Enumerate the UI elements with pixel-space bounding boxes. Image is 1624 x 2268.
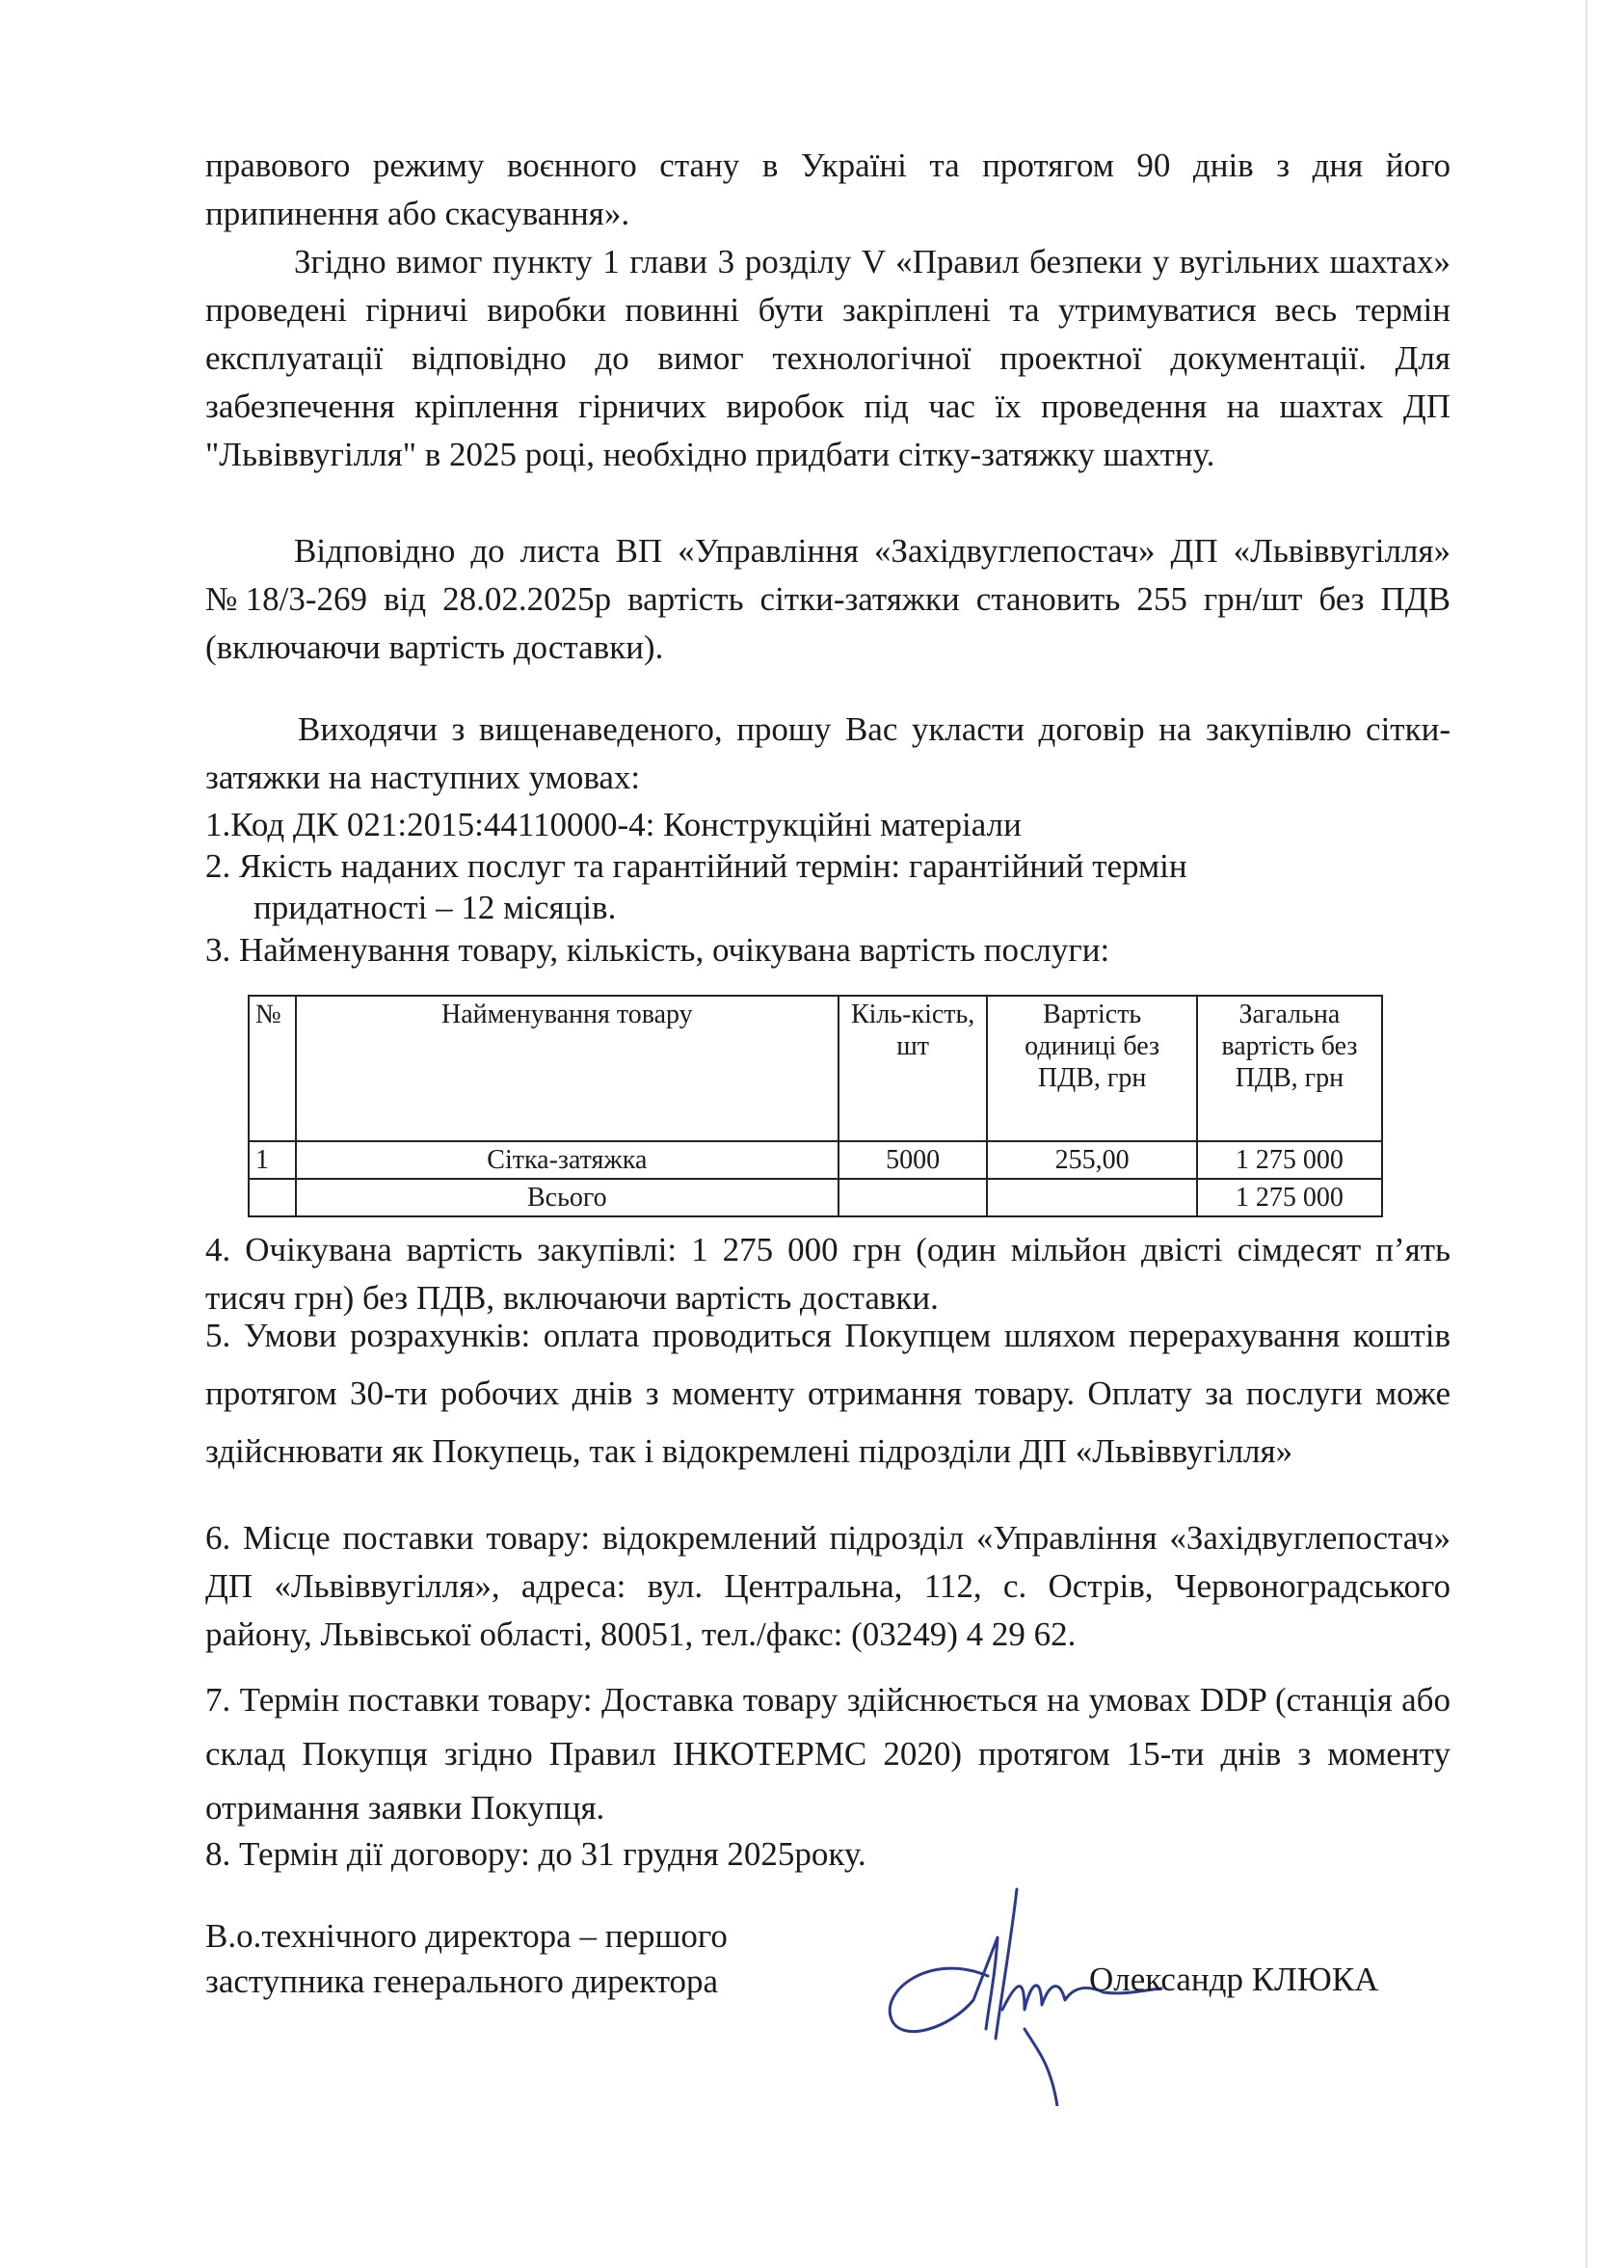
cell-total: 1 275 000 [1197, 1141, 1382, 1179]
condition-2-quality: 2. Якість наданих послуг та гарантійний термін: гарантійний термін [205, 847, 1187, 885]
header-quantity: Кіль-кість, шт [839, 996, 987, 1141]
cell-unit-price: 255,00 [987, 1141, 1197, 1179]
cell-empty [839, 1179, 987, 1216]
condition-7-delivery-term: 7. Термін поставки товару: Доставка товару здійснюється на умовах DDP (станція або склад Покупця згідно Правил ІНКОТЕРМС 2020) протягом 15-ти днів з моменту отримання заявки Покупця. [205, 1681, 1451, 1827]
table-total-row [249, 1179, 1382, 1216]
paragraph-safety-rules: Згідно вимог пункту 1 глави 3 розділу V «Правил безпеки у вугільних шахтах» проведені гірничі виробки повинні бути закріплені та утримуватися весь термін експлуатації відповідно до вимог технологічної проектної документації. Для забезпечення кріплення гірничих виробок під час їх проведення на шахтах ДП "Львіввугілля" в 2025 році, необхідно придбати сітку-затяжку шахтну. [205, 243, 1451, 473]
cell-number: 1 [249, 1141, 296, 1179]
signatory-name: Олександр КЛЮКА [1089, 1961, 1379, 1998]
cell-empty [987, 1179, 1197, 1216]
table-header-row [249, 996, 1382, 1141]
header-unit-price: Вартість одиниці без ПДВ, грн [987, 996, 1197, 1141]
page-edge [1585, 0, 1587, 2268]
condition-6-delivery-place: 6. Місце поставки товару: відокремлений підрозділ «Управління «Західвуглепостач» ДП «Львіввугілля», адреса: вул. Центральна, 112, с. Острів, Червоноградського району, Львівської області, 80051, тел./факс: (03249) 4 29 62. [205, 1519, 1451, 1653]
condition-1-dk-code: 1.Код ДК 021:2015:44110000-4: Конструкційні матеріали [205, 806, 1022, 843]
goods-table [248, 995, 1383, 1217]
paragraph-price-letter: Відповідно до листа ВП «Управління «Західвуглепостач» ДП «Львіввугілля» №18/3-269 від 28.02.2025р вартість сітки-затяжки становить 255 грн/шт без ПДВ (включаючи вартість доставки). [205, 532, 1451, 666]
condition-2-warranty: придатності – 12 місяців. [253, 889, 617, 926]
signatory-title [205, 1913, 728, 2004]
condition-5-payment: 5. Умови розрахунків: оплата проводиться Покупцем шляхом перерахування коштів протягом 30-ти робочих днів з моменту отримання товару. Оплату за послуги може здійснювати як Покупець, так і відокремлені підрозділи ДП «Львіввугілля» [205, 1317, 1451, 1470]
condition-3-goods: 3. Найменування товару, кількість, очікувана вартість послуги: [205, 931, 1110, 969]
paragraph-request: Виходячи з вищенаведеного, прошу Вас укласти договір на закупівлю сітки-затяжки на наступних умовах: [205, 710, 1451, 796]
cell-quantity: 5000 [839, 1141, 987, 1179]
header-total: Загальна вартість без ПДВ, грн [1197, 996, 1382, 1141]
cell-total-value: 1 275 000 [1197, 1179, 1382, 1216]
cell-total-label: Всього [296, 1179, 839, 1216]
cell-empty [249, 1179, 296, 1216]
table-row [249, 1141, 1382, 1179]
condition-4-expected-cost: 4. Очікувана вартість закупівлі: 1 275 000 грн (один мільйон двісті сімдесят п’ять тисяч грн) без ПДВ, включаючи вартість доставки. [205, 1231, 1451, 1317]
signatory-title-line2: заступника генерального директора [205, 1962, 719, 2000]
header-number: № [249, 996, 296, 1141]
signatory-title-line1: В.о.технічного директора – першого [205, 1917, 728, 1955]
cell-goods-name: Сітка-затяжка [296, 1141, 839, 1179]
paragraph-martial-law: правового режиму воєнного стану в Україні та протягом 90 днів з дня його припинення або скасування». [205, 147, 1451, 232]
condition-8-contract-term: 8. Термін дії договору: до 31 грудня 2025року. [205, 1835, 866, 1873]
header-goods-name: Найменування товару [296, 996, 839, 1141]
